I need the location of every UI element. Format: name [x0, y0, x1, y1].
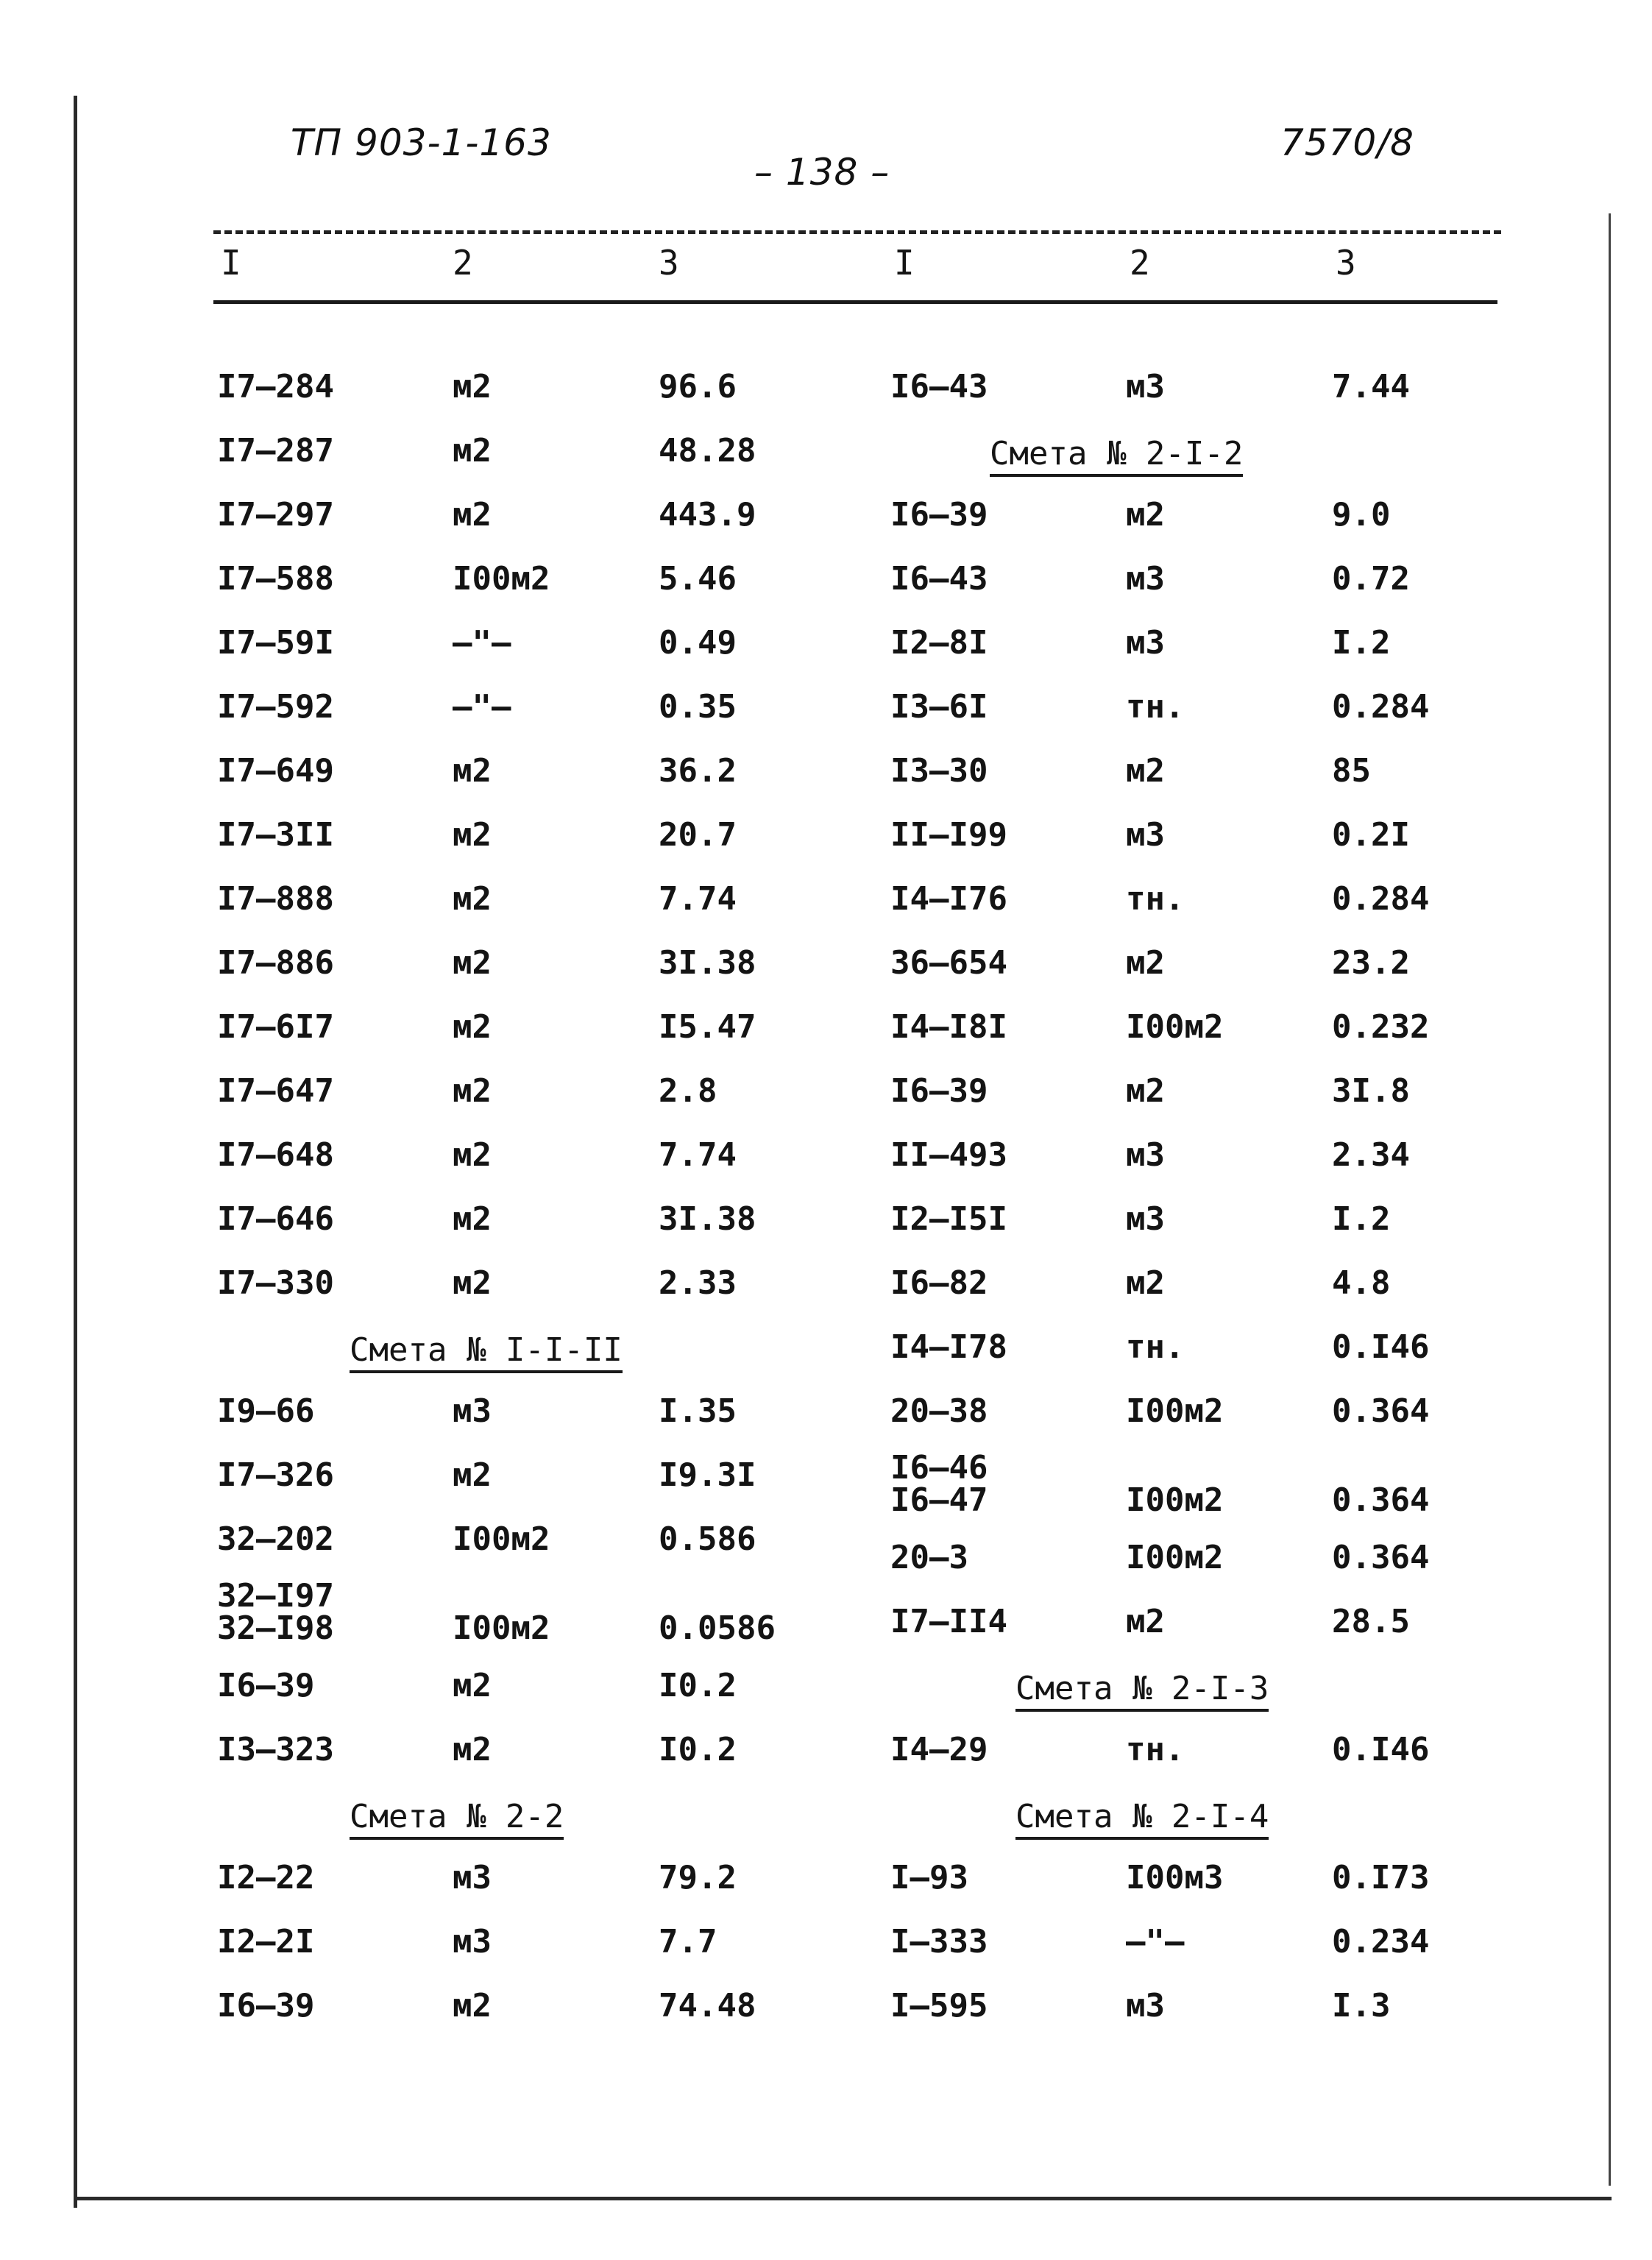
quantity-cell: I.2: [1332, 1200, 1391, 1238]
quantity-cell: 96.6: [659, 368, 737, 405]
item-code: I2–22: [217, 1859, 315, 1896]
unit-cell: м3: [1126, 816, 1165, 854]
unit-cell: –"–: [453, 688, 511, 726]
table-row: [890, 809, 1538, 873]
table-row: [217, 1852, 865, 1916]
quantity-cell: 3I.38: [659, 1200, 756, 1238]
quantity-cell: 0.35: [659, 688, 737, 726]
unit-cell: м3: [1126, 624, 1165, 662]
table-row: [890, 1065, 1538, 1129]
table-row: [217, 1129, 865, 1193]
item-code: I7–287: [217, 432, 334, 470]
unit-cell: м3: [1126, 560, 1165, 598]
table-row: [890, 361, 1538, 425]
table-row: [890, 617, 1538, 681]
quantity-cell: 0.586: [659, 1520, 756, 1558]
item-code: I7–588: [217, 560, 334, 598]
unit-cell: м2: [453, 1264, 492, 1302]
item-code: I–333: [890, 1923, 988, 1960]
unit-cell: I00м2: [1126, 1392, 1224, 1430]
item-code: I4–I8I: [890, 1008, 1007, 1046]
quantity-cell: I0.2: [659, 1731, 737, 1768]
quantity-cell: 85: [1332, 752, 1371, 790]
item-code: I7–592: [217, 688, 334, 726]
table-row: [890, 1852, 1538, 1916]
estimate-section-title: Смета № 2-2: [350, 1798, 564, 1840]
quantity-cell: I0.2: [659, 1667, 737, 1704]
quantity-cell: 7.44: [1332, 368, 1410, 405]
quantity-cell: 0.364: [1332, 1392, 1430, 1430]
quantity-cell: I9.3I: [659, 1456, 756, 1494]
estimate-section-title: Смета № 2-I-2: [990, 435, 1243, 477]
table-row: [890, 1531, 1538, 1595]
table-row: [217, 1724, 865, 1788]
right-column: [890, 361, 1538, 2044]
unit-cell: м3: [453, 1392, 492, 1430]
unit-cell: м2: [453, 432, 492, 470]
unit-cell: I00м2: [453, 560, 550, 598]
item-code: I9–66: [217, 1392, 315, 1430]
unit-cell: м2: [453, 1008, 492, 1046]
item-code: I7–648: [217, 1136, 334, 1174]
unit-cell: м3: [1126, 1987, 1165, 2025]
quantity-cell: 23.2: [1332, 944, 1410, 982]
table-row: [890, 1257, 1538, 1321]
item-code: II–I99: [890, 816, 1007, 854]
unit-cell: м3: [1126, 1136, 1165, 1174]
table-row: [890, 681, 1538, 745]
quantity-cell: 7.7: [659, 1923, 717, 1960]
item-code: I7–284: [217, 368, 334, 405]
item-code: I3–30: [890, 752, 988, 790]
item-code: I6–39: [890, 496, 988, 534]
table-row: [890, 1449, 1538, 1531]
quantity-cell: 2.8: [659, 1072, 717, 1110]
item-code: I3–6I: [890, 688, 988, 726]
quantity-cell: 443.9: [659, 496, 756, 534]
estimate-section-heading: [890, 425, 1538, 489]
page-number: – 138 –: [754, 151, 890, 194]
quantity-cell: I5.47: [659, 1008, 756, 1046]
quantity-cell: 0.2I: [1332, 816, 1410, 854]
unit-cell: м2: [1126, 944, 1165, 982]
unit-cell: I00м2: [1126, 1481, 1224, 1519]
item-code: I7–6I7: [217, 1008, 334, 1046]
item-code: 32–202: [217, 1520, 334, 1558]
unit-cell: м2: [1126, 1072, 1165, 1110]
table-row: [217, 617, 865, 681]
table-row: [217, 937, 865, 1001]
table-row: [890, 1321, 1538, 1385]
quantity-cell: 48.28: [659, 432, 756, 470]
item-code: I7–297: [217, 496, 334, 534]
estimate-section-title: Смета № I-I-II: [350, 1331, 623, 1373]
item-code: I7–326: [217, 1456, 334, 1494]
unit-cell: м2: [453, 1667, 492, 1704]
item-code: I6–82: [890, 1264, 988, 1302]
table-row: [890, 553, 1538, 617]
item-code: I7–646: [217, 1200, 334, 1238]
unit-cell: м2: [453, 880, 492, 918]
unit-cell: тн.: [1126, 1328, 1185, 1366]
item-code: I–93: [890, 1859, 968, 1896]
quantity-cell: 0.364: [1332, 1539, 1430, 1576]
unit-cell: м2: [1126, 1264, 1165, 1302]
quantity-cell: 7.74: [659, 880, 737, 918]
quantity-cell: 4.8: [1332, 1264, 1391, 1302]
page-border-bottom: [74, 2197, 1612, 2200]
column-header-6: 3: [1336, 243, 1356, 283]
item-code: 20–38: [890, 1392, 988, 1430]
unit-cell: I00м2: [1126, 1008, 1224, 1046]
unit-cell: I00м2: [453, 1609, 550, 1647]
page-border-left: [74, 96, 77, 2208]
project-code: ТП 903-1-163: [291, 121, 552, 164]
quantity-cell: 0.I46: [1332, 1731, 1430, 1768]
unit-cell: тн.: [1126, 688, 1185, 726]
item-code: 20–3: [890, 1539, 968, 1576]
table-row: [217, 1385, 865, 1449]
unit-cell: м2: [453, 1136, 492, 1174]
quantity-cell: 3I.38: [659, 944, 756, 982]
table-row: [217, 361, 865, 425]
table-row: [217, 1659, 865, 1724]
item-code: I6–39: [890, 1072, 988, 1110]
column-header-1: I: [221, 243, 241, 283]
item-code: II–493: [890, 1136, 1007, 1174]
quantity-cell: 0.49: [659, 624, 737, 662]
table-row: [217, 809, 865, 873]
estimate-section-title: Смета № 2-I-3: [1015, 1670, 1269, 1712]
table-row: [890, 937, 1538, 1001]
unit-cell: –"–: [453, 624, 511, 662]
table-row: [217, 681, 865, 745]
item-code: I–595: [890, 1987, 988, 2025]
unit-cell: м2: [453, 752, 492, 790]
table-row: [217, 1065, 865, 1129]
item-code: I6–43: [890, 560, 988, 598]
item-code-line: I6–47: [890, 1481, 988, 1519]
item-code: I7–647: [217, 1072, 334, 1110]
unit-cell: I00м2: [1126, 1539, 1224, 1576]
quantity-cell: 74.48: [659, 1987, 756, 2025]
unit-cell: I00м2: [453, 1520, 550, 1558]
estimate-section-heading: [890, 1659, 1538, 1724]
page-border-right: [1609, 213, 1611, 2186]
quantity-cell: I.3: [1332, 1987, 1391, 2025]
quantity-cell: I.35: [659, 1392, 737, 1430]
quantity-cell: I.2: [1332, 624, 1391, 662]
table-row: [890, 1385, 1538, 1449]
quantity-cell: 0.284: [1332, 688, 1430, 726]
item-code: I7–649: [217, 752, 334, 790]
item-code: I2–I5I: [890, 1200, 1007, 1238]
item-code: I4–29: [890, 1731, 988, 1768]
column-header-4: I: [894, 243, 915, 283]
item-code: I7–888: [217, 880, 334, 918]
table-row: [217, 1001, 865, 1065]
item-code: I7–3II: [217, 816, 334, 854]
quantity-cell: 20.7: [659, 816, 737, 854]
table-row: [217, 1449, 865, 1513]
unit-cell: м2: [453, 1987, 492, 2025]
header-dashed-rule: [213, 230, 1501, 234]
item-code: I4–I78: [890, 1328, 1007, 1366]
header-rule: [213, 300, 1497, 304]
unit-cell: м2: [453, 1200, 492, 1238]
item-code-line: 32–I97: [217, 1577, 334, 1615]
unit-cell: м2: [453, 816, 492, 854]
item-code: I7–II4: [890, 1603, 1007, 1640]
item-code: I2–2I: [217, 1923, 315, 1960]
unit-cell: м3: [453, 1859, 492, 1896]
table-row: [890, 1001, 1538, 1065]
table-row: [217, 1193, 865, 1257]
quantity-cell: 0.0586: [659, 1609, 776, 1647]
quantity-cell: 79.2: [659, 1859, 737, 1896]
column-header-2: 2: [453, 243, 473, 283]
unit-cell: м2: [453, 944, 492, 982]
estimate-section-heading: [217, 1788, 865, 1852]
table-row: [217, 1577, 865, 1659]
table-row: [890, 1916, 1538, 1980]
table-row: [217, 1980, 865, 2044]
item-code: I6–43: [890, 368, 988, 405]
item-code: I6–39: [217, 1667, 315, 1704]
quantity-cell: 0.234: [1332, 1923, 1430, 1960]
unit-cell: м2: [453, 1072, 492, 1110]
estimate-section-heading: [890, 1788, 1538, 1852]
document-number: 7570/8: [1280, 121, 1414, 164]
table-row: [890, 1595, 1538, 1659]
unit-cell: м3: [1126, 1200, 1165, 1238]
quantity-cell: 28.5: [1332, 1603, 1410, 1640]
column-header-3: 3: [659, 243, 679, 283]
table-row: [890, 1724, 1538, 1788]
quantity-cell: 2.34: [1332, 1136, 1410, 1174]
unit-cell: I00м3: [1126, 1859, 1224, 1896]
unit-cell: м2: [453, 368, 492, 405]
table-row: [890, 1980, 1538, 2044]
table-row: [217, 1513, 865, 1577]
quantity-cell: 0.I73: [1332, 1859, 1430, 1896]
quantity-cell: 0.284: [1332, 880, 1430, 918]
unit-cell: –"–: [1126, 1923, 1185, 1960]
estimate-section-heading: [217, 1321, 865, 1385]
table-row: [217, 425, 865, 489]
item-code: [217, 1577, 334, 1647]
table-row: [890, 1129, 1538, 1193]
item-code: I7–330: [217, 1264, 334, 1302]
unit-cell: тн.: [1126, 1731, 1185, 1768]
unit-cell: м2: [453, 1456, 492, 1494]
quantity-cell: 2.33: [659, 1264, 737, 1302]
quantity-cell: 3I.8: [1332, 1072, 1410, 1110]
quantity-cell: 5.46: [659, 560, 737, 598]
item-code: 36–654: [890, 944, 1007, 982]
table-row: [217, 873, 865, 937]
left-column: [217, 361, 865, 2044]
item-code: I7–886: [217, 944, 334, 982]
unit-cell: м2: [453, 496, 492, 534]
table-row: [217, 1916, 865, 1980]
table-row: [890, 873, 1538, 937]
quantity-cell: 0.232: [1332, 1008, 1430, 1046]
unit-cell: м2: [1126, 752, 1165, 790]
quantity-cell: 0.364: [1332, 1481, 1430, 1519]
quantity-cell: 36.2: [659, 752, 737, 790]
table-row: [217, 1257, 865, 1321]
item-code: [890, 1449, 988, 1519]
table-row: [217, 745, 865, 809]
estimate-section-title: Смета № 2-I-4: [1015, 1798, 1269, 1840]
unit-cell: м3: [453, 1923, 492, 1960]
quantity-cell: 0.72: [1332, 560, 1410, 598]
unit-cell: м3: [1126, 368, 1165, 405]
item-code-line: 32–I98: [217, 1609, 334, 1647]
table-row: [217, 553, 865, 617]
item-code-line: I6–46: [890, 1449, 988, 1487]
item-code: I3–323: [217, 1731, 334, 1768]
quantity-cell: 9.0: [1332, 496, 1391, 534]
unit-cell: м2: [1126, 1603, 1165, 1640]
item-code: I2–8I: [890, 624, 988, 662]
table-row: [890, 489, 1538, 553]
unit-cell: тн.: [1126, 880, 1185, 918]
quantity-cell: 0.I46: [1332, 1328, 1430, 1366]
item-code: I4–I76: [890, 880, 1007, 918]
table-row: [890, 745, 1538, 809]
table-row: [890, 1193, 1538, 1257]
quantity-cell: 7.74: [659, 1136, 737, 1174]
item-code: I7–59I: [217, 624, 334, 662]
unit-cell: м2: [453, 1731, 492, 1768]
table-row: [217, 489, 865, 553]
item-code: I6–39: [217, 1987, 315, 2025]
unit-cell: м2: [1126, 496, 1165, 534]
column-header-5: 2: [1130, 243, 1150, 283]
